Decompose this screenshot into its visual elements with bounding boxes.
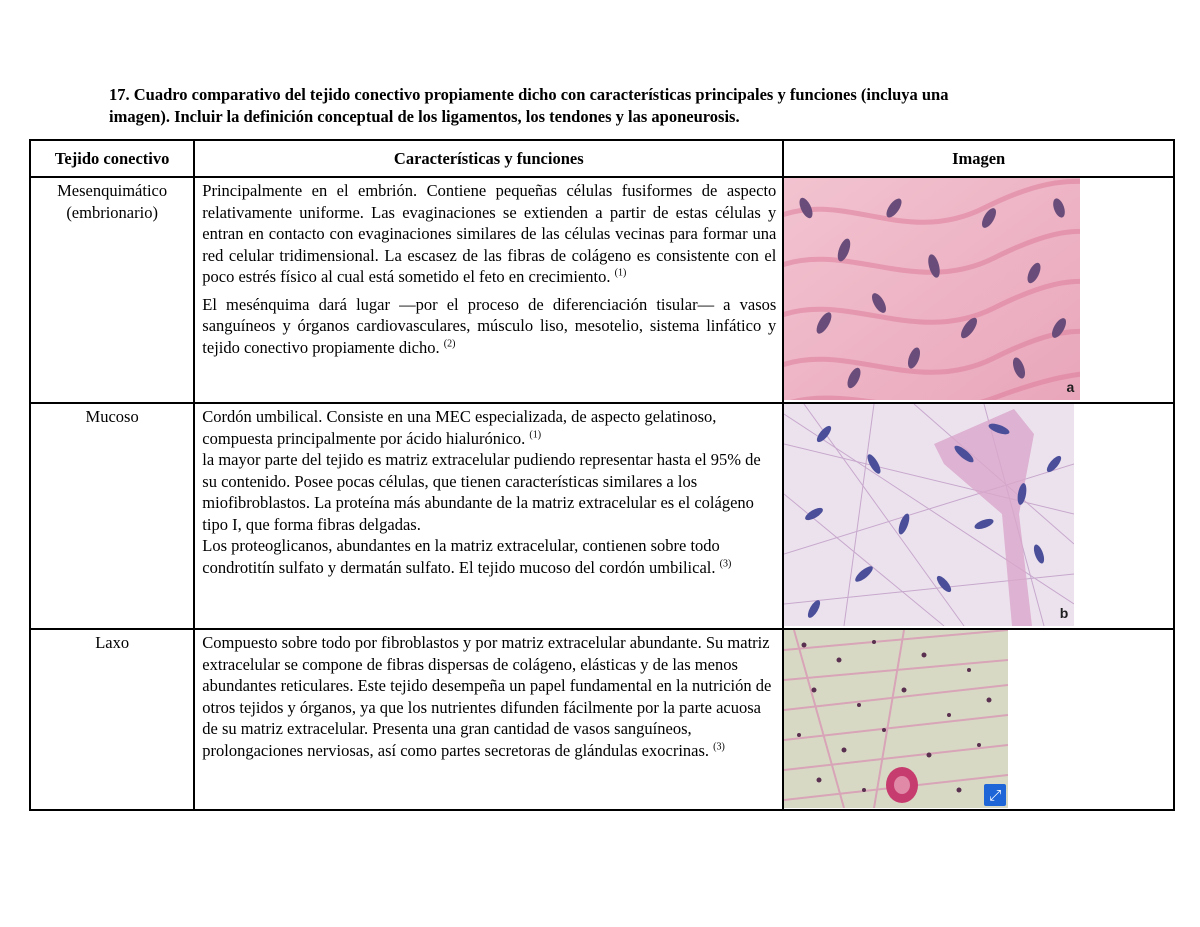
image-letter: b [1059,604,1069,621]
tissue-name: Mucoso [85,407,139,426]
image-cell [783,177,1174,403]
table-row [30,403,1174,629]
micrograph-mucous-icon [784,404,1074,626]
micrograph-loose-icon [784,630,1008,808]
header-imagen: Imagen [783,140,1174,177]
tissue-subname: (embrionario) [66,202,158,222]
expand-arrow-icon[interactable]: ⤢ [984,784,1006,806]
image-cell [783,629,1174,810]
heading-line-2: imagen). Incluir la definición conceptual de los ligamentos, los tendones y las aponeurosis. [109,107,740,126]
tissue-name-cell [30,403,194,629]
description-paragraph: Los proteoglicanos, abundantes en la matriz extracelular, contienen sobre todo condrotitín sulfato y dermatán sulfato. El tejido mucoso del cordón umbilical. $^{(3)}$ [202,536,732,577]
table-row [30,629,1174,810]
question-heading [109,84,1069,128]
table-row [30,177,1174,403]
header-caracteristicas: Características y funciones [194,140,783,177]
image-cell [783,403,1174,629]
table-header-row [30,140,1174,177]
reference-mark: (3) [713,741,725,752]
tissue-name: Mesenquimático [57,181,168,200]
header-tejido: Tejido conectivo [30,140,194,177]
description-paragraph: la mayor parte del tejido es matriz extracelular pudiendo representar hasta el 95% de su contenido. Posee pocas células, que tienen características similares a los miofibroblastos. La proteína más abundante de la matriz extracelular es el colágeno tipo I, que forma fibras delgadas. [202,450,761,534]
description-cell [194,629,783,810]
tissue-name: Laxo [95,633,130,652]
description-paragraph: El mesénquima dará lugar —por el proceso de diferenciación tisular— a vasos sanguíneos y órganos cardiovasculares, músculo liso, mesotelio, sistema linfático y tejido conectivo propiamente dicho. $^{(2)}$ [202,294,777,357]
reference-mark: (1) [529,429,542,440]
reference-mark: (3) [719,558,732,569]
heading-line-1: 17. Cuadro comparativo del tejido conectivo propiamente dicho con características principales y funciones (incluya una [109,85,949,104]
tissue-name-cell [30,177,194,403]
description-cell [194,403,783,629]
reference-mark: (1) [614,267,627,279]
description-paragraph: Principalmente en el embrión. Contiene pequeñas células fusiformes de aspecto relativamente uniforme. Las evaginaciones se extienden a partir de estas células y entran en contacto con evaginaciones similares de las células vecinas para formar una red celular tridimensional. La escasez de las fibras de colágeno es consistente con el poco estrés físico al cual está sometido el feto en crecimiento. $^{(1)}$ [202,181,777,286]
description-paragraph: Compuesto sobre todo por fibroblastos y por matriz extracelular abundante. Su matriz extracelular se compone de fibras dispersas de colágeno, elásticas y de las menos abundantes reticulares. Este tejido desempeña un papel fundamental en la nutrición de otros tejidos y órganos, ya que los nutrientes difunden fácilmente por la parte acuosa de su matriz extracelular. Presenta una gran cantidad de vasos sanguíneos, prolongaciones nerviosas, así como partes secretoras de glándulas exocrinas. $^{(3)}$ [202,633,772,760]
description-cell [194,177,783,403]
reference-mark: (2) [443,338,456,349]
image-letter: a [1066,378,1075,395]
comparison-table [29,139,1175,811]
tissue-name-cell [30,629,194,810]
micrograph-mesenchymal-icon [784,178,1080,400]
description-paragraph: Cordón umbilical. Consiste en una MEC especializada, de aspecto gelatinoso, compuesta principalmente por ácido hialurónico. $^{(1)}$ [202,407,717,448]
